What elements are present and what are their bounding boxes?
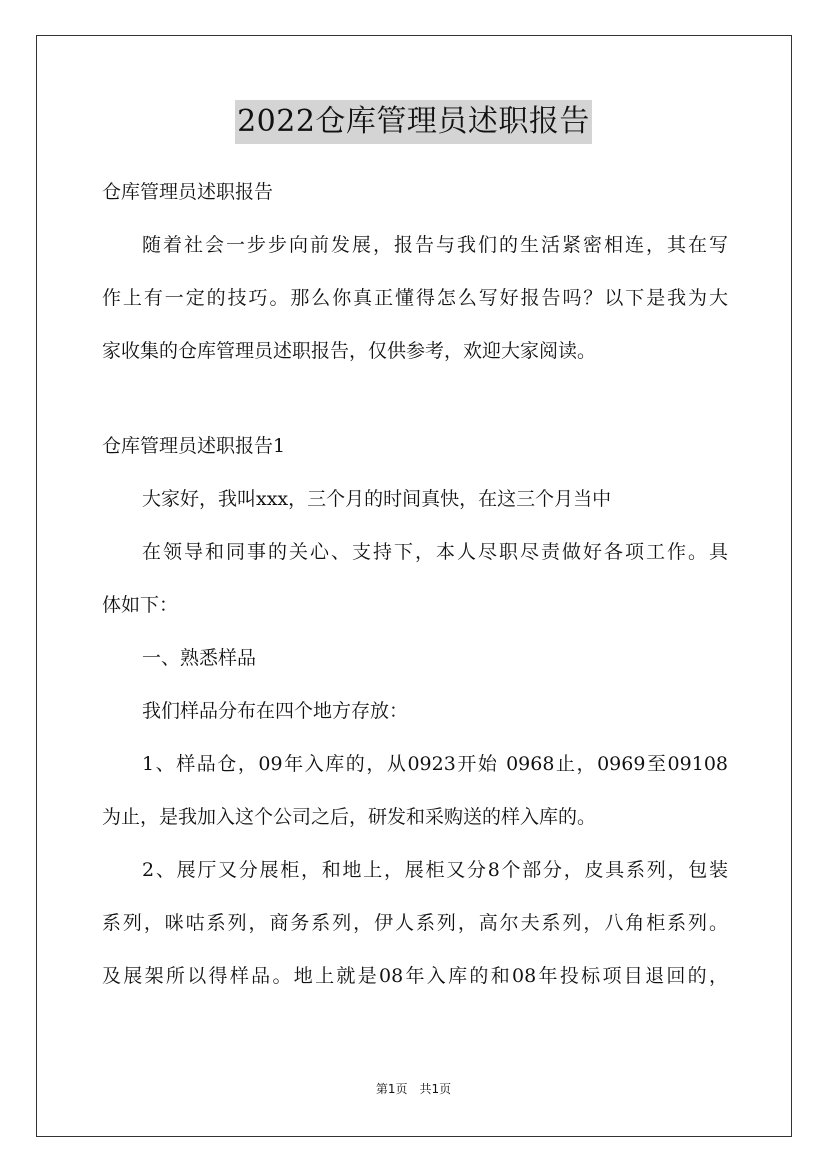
body-line: 2、展厅又分展柜，和地上，展柜又分8个部分，皮具系列，包装	[142, 859, 728, 881]
document-body	[102, 166, 728, 1003]
body-line: 及展架所以得样品。地上就是08年入库的和08年投标项目退回的，	[102, 965, 728, 987]
subtitle: 仓库管理员述职报告	[102, 181, 274, 203]
document-title: 2022仓库管理员述职报告	[235, 100, 592, 144]
paragraph-gap	[102, 378, 728, 420]
page-total: 共1页	[419, 1082, 452, 1096]
body-line: 为止，是我加入这个公司之后，研发和采购送的样入库的。	[102, 806, 597, 828]
body-line: 系列，咪咕系列，商务系列，伊人系列，高尔夫系列，八角柜系列。	[102, 912, 728, 934]
page-footer	[0, 1080, 827, 1097]
body-line: 体如下：	[102, 594, 179, 616]
body-line: 在领导和同事的关心、支持下，本人尽职尽责做好各项工作。具	[142, 541, 728, 563]
intro-line: 作上有一定的技巧。那么你真正懂得怎么写好报告吗？以下是我为大	[102, 287, 728, 309]
intro-line: 随着社会一步步向前发展，报告与我们的生活紧密相连，其在写	[142, 234, 728, 256]
body-line: 一、熟悉样品	[142, 647, 257, 669]
intro-line: 家收集的仓库管理员述职报告，仅供参考，欢迎大家阅读。	[102, 340, 597, 362]
body-line: 我们样品分布在四个地方存放：	[142, 700, 409, 722]
body-line: 1、样品仓，09年入库的，从0923开始 0968止，0969至09108	[142, 753, 728, 775]
body-line: 大家好，我叫xxx，三个月的时间真快，在这三个月当中	[142, 488, 612, 510]
title-wrap	[0, 100, 827, 144]
section-heading: 仓库管理员述职报告1	[102, 435, 286, 457]
page-number: 第1页	[375, 1082, 408, 1096]
